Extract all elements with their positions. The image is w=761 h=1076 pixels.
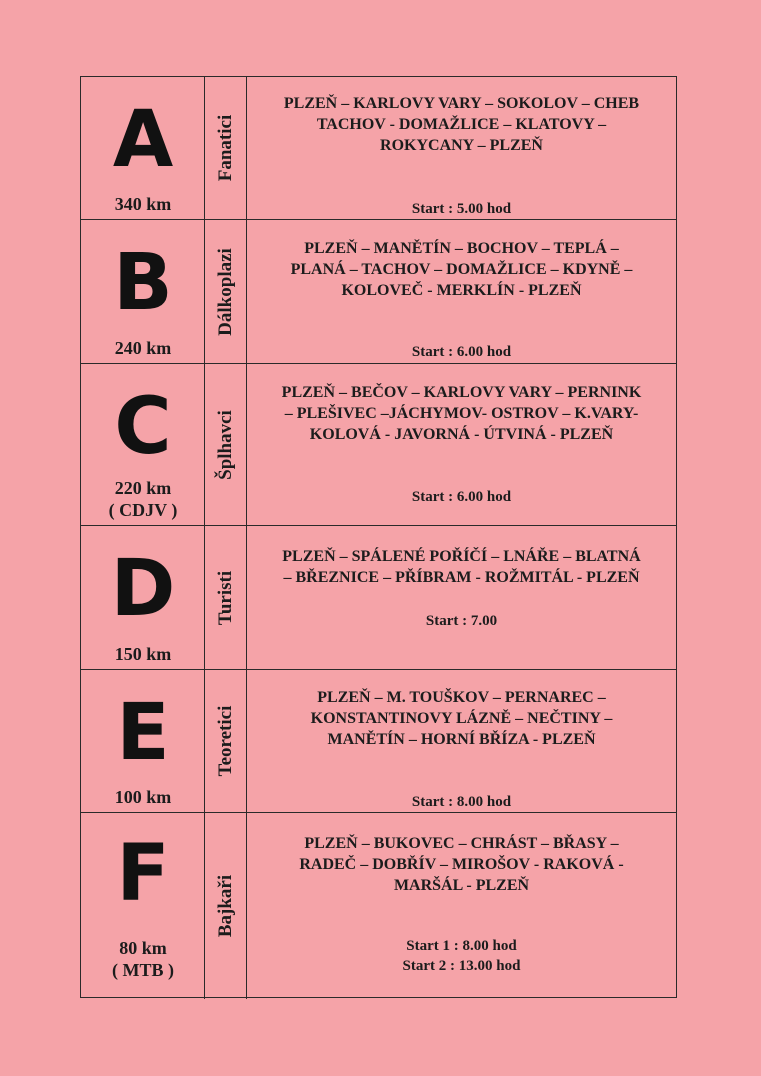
route-letter: A (112, 95, 174, 185)
route-description: PLZEŇ – KARLOVY VARY – SOKOLOV – CHEB TACHOV - DOMAŽLICE – KLATOVY – ROKYCANY – PLZEŇ (283, 95, 640, 154)
group-name: Teoretici (214, 705, 236, 777)
letter-cell (81, 813, 205, 999)
route-row-b (81, 220, 676, 364)
group-cell (205, 364, 247, 525)
group-name: Turisti (214, 570, 236, 625)
start-times: Start 1 : 8.00 hod Start 2 : 13.00 hod (402, 938, 521, 974)
route-distance: 150 km (114, 644, 172, 664)
start-time: Start : 6.00 hod (411, 344, 512, 360)
route-row-a (81, 77, 676, 220)
start-time: Start : 7.00 (425, 613, 498, 629)
group-name: Fanatici (214, 114, 236, 182)
route-distance: 220 km ( CDJV ) (108, 478, 178, 520)
start-time: Start : 5.00 hod (411, 201, 512, 217)
letter-cell (81, 77, 205, 219)
route-row-d (81, 526, 676, 670)
route-letter: C (114, 382, 172, 472)
group-cell (205, 813, 247, 999)
route-description: PLZEŇ – MANĚTÍN – BOCHOV – TEPLÁ – PLANÁ – TACHOV – DOMAŽLICE – KDYNĚ – KOLOVEČ - MERKLÍN - PLZEŇ (290, 240, 633, 299)
route-cell (247, 364, 676, 525)
route-row-c (81, 364, 676, 526)
route-cell (247, 670, 676, 812)
letter-cell (81, 526, 205, 669)
route-distance: 240 km (114, 338, 172, 358)
route-letter: E (116, 688, 170, 778)
group-cell (205, 220, 247, 363)
route-distance: 80 km ( MTB ) (112, 938, 174, 980)
route-letter: B (113, 238, 173, 328)
route-table (80, 76, 677, 998)
group-cell (205, 77, 247, 219)
group-cell (205, 670, 247, 812)
route-row-e (81, 670, 676, 813)
route-description: PLZEŇ – M. TOUŠKOV – PERNAREC – KONSTANTINOVY LÁZNĚ – NEČTINY – MANĚTÍN – HORNÍ BŘÍZA - PLZEŇ (310, 689, 613, 748)
letter-cell (81, 670, 205, 812)
route-description: PLZEŇ – BUKOVEC – CHRÁST – BŘASY – RADEČ – DOBŘÍV – MIROŠOV - RAKOVÁ - MARŠÁL - PLZEŇ (299, 835, 624, 894)
group-cell (205, 526, 247, 669)
route-letter: D (110, 544, 176, 634)
start-time: Start : 8.00 hod (411, 794, 512, 810)
route-cell (247, 220, 676, 363)
group-name: Šplhavci (214, 409, 236, 480)
route-letter: F (116, 829, 170, 919)
start-time: Start : 6.00 hod (411, 489, 512, 505)
route-cell (247, 77, 676, 219)
group-name: Bajkaři (214, 874, 236, 938)
letter-cell (81, 364, 205, 525)
route-cell (247, 813, 676, 999)
group-name: Dálkoplazi (214, 247, 236, 336)
route-description: PLZEŇ – BEČOV – KARLOVY VARY – PERNINK – PLEŠIVEC –JÁCHYMOV- OSTROV – K.VARY- KOLOVÁ - JAVORNÁ - ÚTVINÁ - PLZEŇ (281, 384, 642, 443)
route-description: PLZEŇ – SPÁLENÉ POŘÍČÍ – LNÁŘE – BLATNÁ – BŘEZNICE – PŘÍBRAM - ROŽMITÁL - PLZEŇ (282, 548, 641, 586)
route-distance: 340 km (114, 194, 172, 214)
route-cell (247, 526, 676, 669)
route-row-f (81, 813, 676, 999)
letter-cell (81, 220, 205, 363)
route-distance: 100 km (114, 787, 172, 807)
